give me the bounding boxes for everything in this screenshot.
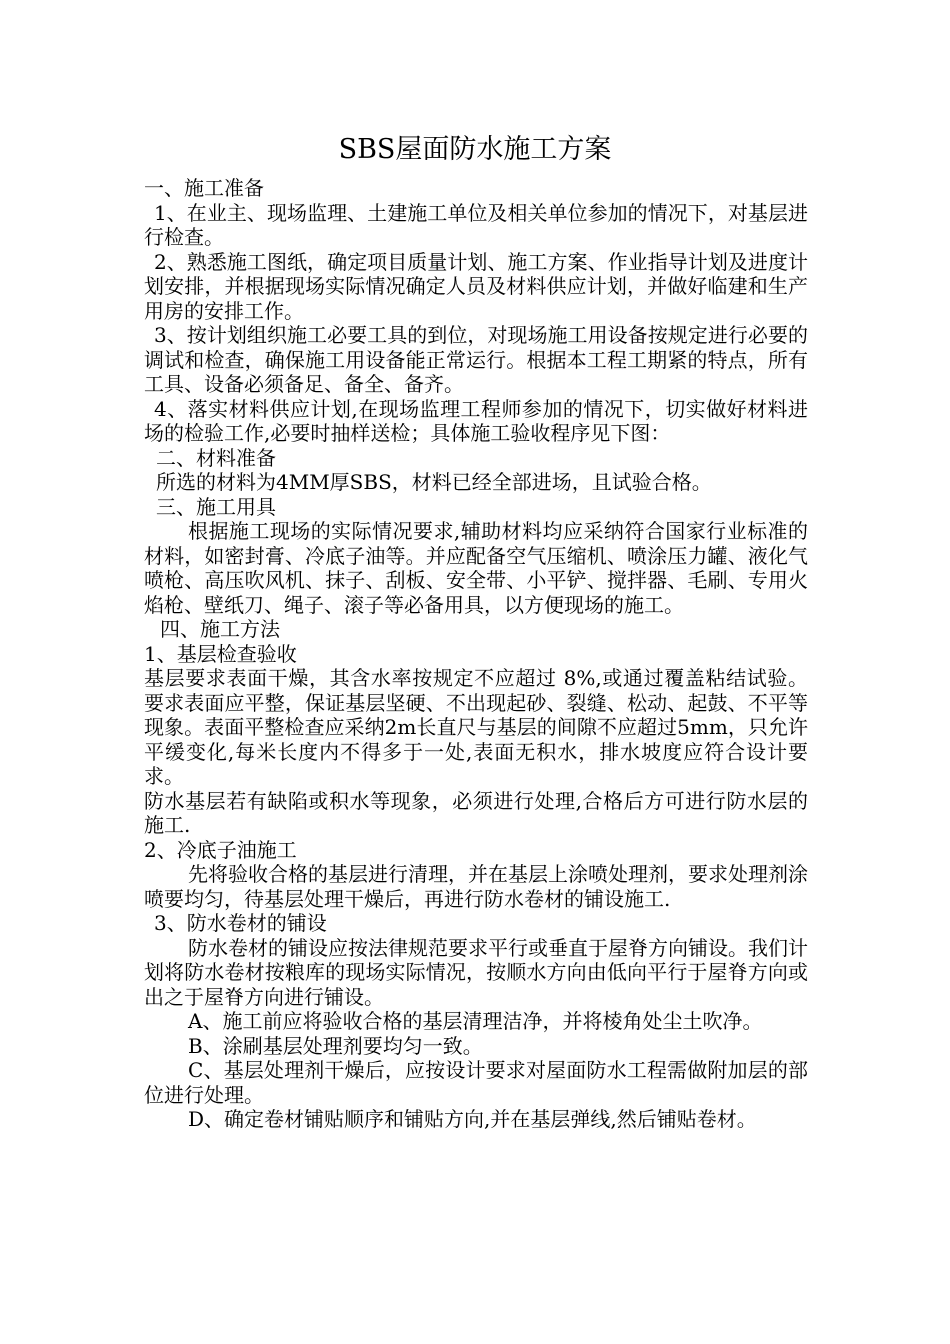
step-c: C、基层处理剂干燥后，应按设计要求对屋面防水工程需做附加层的部位进行处理。 xyxy=(144,1058,808,1107)
subheading-primer: 2、冷底子油施工 xyxy=(144,837,297,862)
paragraph-membrane: 防水卷材的铺设应按法律规范要求平行或垂直于屋脊方向铺设。我们计划将防水卷材按粮库的现场实际情况，按顺水方向由低向平行于屋脊方向或出之于屋脊方向进行铺设。 xyxy=(144,935,808,1009)
subheading-base-inspection: 1、基层检查验收 xyxy=(144,641,297,666)
step-b: B、涂刷基层处理剂要均匀一致。 xyxy=(188,1033,483,1058)
paragraph-4: 4、落实材料供应计划,在现场监理工程师参加的情况下，切实做好材料进场的检验工作,必要时抽样送检；具体施工验收程序见下图： xyxy=(144,396,808,445)
section-heading-tools: 三、施工用具 xyxy=(156,494,276,519)
step-a: A、施工前应将验收合格的基层清理洁净，并将棱角处尘土吹净。 xyxy=(188,1009,763,1033)
paragraph-3: 3、按计划组织施工必要工具的到位，对现场施工用设备按规定进行必要的调试和检查，确保施工用设备能正常运行。根据本工程工期紧的特点，所有工具、设备必须备足、备全、备齐。 xyxy=(144,323,808,396)
section-heading-materials: 二、材料准备 xyxy=(156,445,276,470)
document-body xyxy=(144,176,808,1132)
step-d: D、确定卷材铺贴顺序和铺贴方向,并在基层弹线,然后铺贴卷材。 xyxy=(188,1107,757,1131)
paragraph-1: 1、在业主、现场监理、土建施工单位及相关单位参加的情况下，对基层进行检查。 xyxy=(144,200,808,249)
section-heading-preparation: 一、施工准备 xyxy=(144,176,264,200)
paragraph-primer: 先将验收合格的基层进行清理，并在基层上涂喷处理剂，要求处理剂涂喷要均匀，待基层处理干燥后，再进行防水卷材的铺设施工. xyxy=(144,862,808,911)
subheading-membrane: 3、防水卷材的铺设 xyxy=(154,911,327,935)
document-title: SBS屋面防水施工方案 xyxy=(338,134,612,165)
paragraph-2: 2、熟悉施工图纸，确定项目质量计划、施工方案、作业指导计划及进度计划安排，并根据现场实际情况确定人员及材料供应计划，并做好临建和生产用房的安排工作。 xyxy=(144,249,808,323)
paragraph-materials: 所选的材料为4MM厚SBS，材料已经全部进场，且试验合格。 xyxy=(156,470,712,494)
paragraph-base-defects: 防水基层若有缺陷或积水等现象，必须进行处理,合格后方可进行防水层的施工. xyxy=(144,788,808,837)
section-heading-methods: 四、施工方法 xyxy=(160,617,280,641)
paragraph-base-requirements: 基层要求表面干燥，其含水率按规定不应超过 8%,或通过覆盖粘结试验。要求表面应平整，保证基层坚硬、不出现起砂、裂缝、松动、起鼓、不平等现象。表面平整检查应采纳2m长直尺与基层的间隙不应超过5mm，只允许平缓变化,每米长度内不得多于一处,表面无积水，排水坡度应符合设计要求。 xyxy=(144,666,808,788)
paragraph-tools: 根据施工现场的实际情况要求,辅助材料均应采纳符合国家行业标准的材料，如密封膏、冷底子油等。并应配备空气压缩机、喷涂压力罐、液化气喷枪、高压吹风机、抹子、刮板、安全带、小平铲、搅拌器、毛刷、专用火焰枪、壁纸刀、绳子、滚子等必备用具，以方便现场的施工。 xyxy=(144,519,808,617)
